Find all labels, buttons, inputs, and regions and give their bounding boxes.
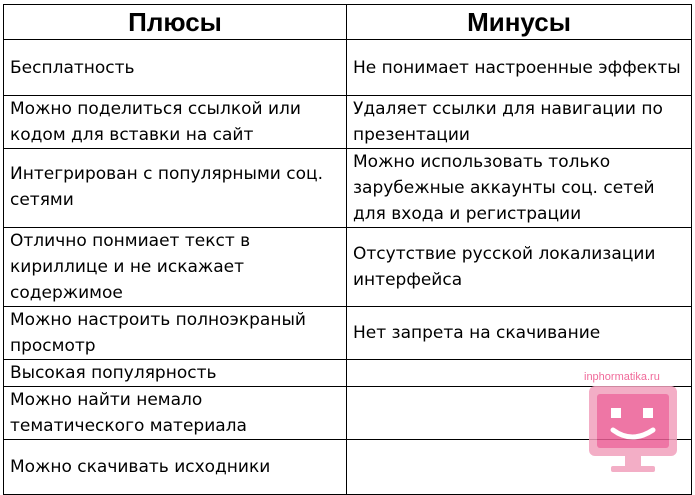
pros-cell: Бесплатность <box>4 40 347 96</box>
table-row <box>4 228 692 307</box>
pros-cell: Можно найти немало тематического материала <box>4 387 347 440</box>
cons-cell: Можно использовать только зарубежные аккаунты соц. сетей для входа и регистрации <box>347 149 692 228</box>
pros-cell: Интегрирован с популярными соц. сетями <box>4 149 347 228</box>
table-row <box>4 96 692 149</box>
table-header-row <box>4 5 692 40</box>
table-row <box>4 40 692 96</box>
watermark-text: inphormatika.ru <box>584 371 660 383</box>
table-row <box>4 149 692 228</box>
cons-cell: Отсутствие русской локализации интерфейса <box>347 228 692 307</box>
smiley-monitor-icon <box>577 372 689 484</box>
pros-cell: Высокая популярность <box>4 360 347 387</box>
cons-cell: Нет запрета на скачивание <box>347 307 692 360</box>
table-row <box>4 307 692 360</box>
pros-cell: Отлично понмиает текст в кириллице и не искажает содержимое <box>4 228 347 307</box>
cons-cell: Удаляет ссылки для навигации по презентации <box>347 96 692 149</box>
cons-cell: Не понимает настроенные эффекты <box>347 40 692 96</box>
header-cons: Минусы <box>347 5 692 40</box>
header-pros: Плюсы <box>4 5 347 40</box>
pros-cell: Можно поделиться ссылкой или кодом для вставки на сайт <box>4 96 347 149</box>
pros-cell: Можно настроить полноэкраный просмотр <box>4 307 347 360</box>
pros-cell: Можно скачивать исходники <box>4 440 347 495</box>
